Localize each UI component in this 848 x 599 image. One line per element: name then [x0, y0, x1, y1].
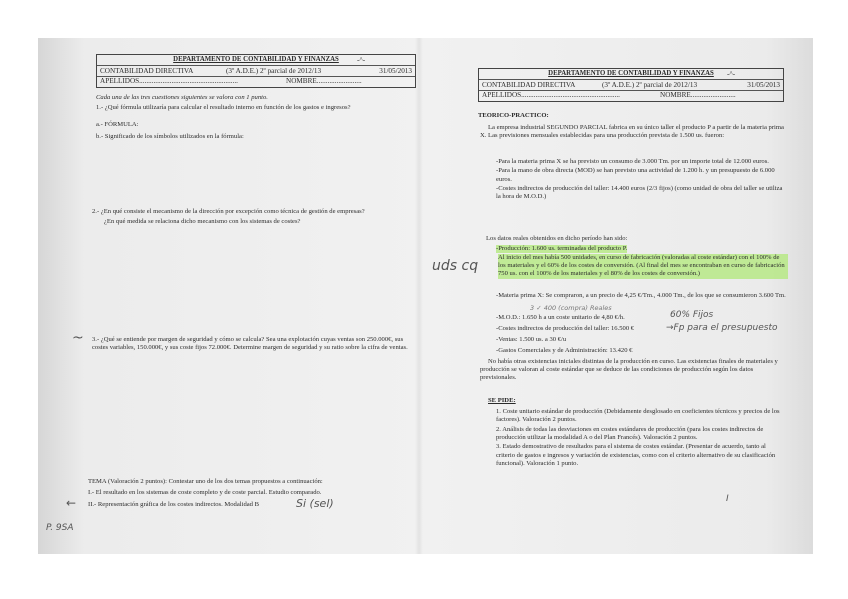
- pide-1: 1. Coste unitario estándar de producción (Debidamente desglosado en coeficientes técnicos y precios de los factores). Valoración 2 puntos.: [496, 408, 780, 424]
- right-course-row: [482, 81, 780, 90]
- q1-text: 1.- ¿Qué fórmula utilizaría para calcular el resultado interno en función de los gastos e ingresos?: [96, 104, 351, 111]
- left-apellidos: APELLIDOS.......................................................: [100, 77, 238, 85]
- real-materia-prima: -Materia prima X: Se compraron, a un precio de 4,25 €/Tm., 4.000 Tm., de los que se consumieron 3.600 Tm.: [496, 292, 786, 299]
- prev-mod: -Para la mano de obra directa (MOD) se han previsto una actividad de 1.200 h. y un presupuesto de 6.000 euros.: [496, 167, 775, 183]
- se-pide-title: SE PIDE:: [488, 397, 516, 404]
- pide-2: 2. Análisis de todas las desviaciones en costes estándares de producción (para los costes indirectos de producción utilizar la modalidad A o del Plan Francés). Valoración 2 puntos.: [496, 425, 764, 441]
- prev-costes-indirectos: -Costes indirectos de producción del taller: 14.400 euros (2/3 fijos) (como unidad de obra del taller se utiliza la hora de M.O.D.): [496, 185, 783, 201]
- teorico-title: TEORICO-PRACTICO:: [478, 112, 549, 119]
- se-pide-list: [496, 408, 786, 469]
- handwritten-fp-presupuesto: →Fp para el presupuesto: [666, 323, 778, 333]
- left-mark: -^-: [357, 56, 366, 64]
- tema-title: TEMA (Valoración 2 puntos): Contestar uno de los dos temas propuestos a continuación:: [88, 478, 323, 485]
- datos-produccion: -Producción: 1.600 us. terminadas del producto P.: [496, 245, 628, 252]
- previsiones-list: [496, 158, 786, 203]
- q3-handwritten-mark: ~: [72, 330, 84, 346]
- tema-handwritten-note: Si (sel): [296, 497, 334, 510]
- datos-title: Los datos reales obtenidos en dicho período han sido:: [486, 235, 628, 242]
- left-course-row: [100, 67, 412, 76]
- real-costes-indirectos: -Costes indirectos de producción del taller: 16.500 €: [496, 325, 635, 332]
- scanned-exam-sheet: [38, 38, 813, 554]
- q3-text: 3.- ¿Qué se entiende por margen de seguridad y cómo se calcula? Sea una explotación cuyas ventas son 250.000€, sus costes variables, 150.000€, y sus coste fijos 72.000€. Determine margen de seguridad y su ratio sobre la cifra de ventas.: [92, 336, 408, 352]
- prev-materia-prima: -Para la materia prima X se ha previsto un consumo de 3.000 Tm. por un importe total de 12.000 euros.: [496, 158, 769, 165]
- left-intro: Cada una de las tres cuestiones siguientes se valora con 1 punto.: [96, 94, 268, 101]
- datos-en-curso-highlight: Al inicio del mes había 500 unidades, en curso de fabricación (valoradas al coste estándar) con el 100% de los materiales y el 60% de los costes de conversión. (Al final del mes se encontraban en curso de fabricación 750 us. con el 100% de los materiales y el 80% de los costes de conversión.): [498, 254, 788, 279]
- real-gastos-comerciales: -Gastos Comerciales y de Administración: 13.420 €: [496, 347, 633, 354]
- handwritten-60-fijos: 60% Fijos: [670, 310, 714, 320]
- handwritten-mp-note: 3 ✓ 400 (compra) Reales: [530, 304, 612, 312]
- existencias-note: No había otras existencias iniciales distintas de la producción en curso. Las existencias finales de materiales y producción se valoran al coste estándar que se deduce de las condiciones de producción según los datos previsionales.: [480, 358, 778, 382]
- q1-symbols: b.- Significado de los símbolos utilizados en la fórmula:: [96, 133, 244, 140]
- handwritten-uds-cq: uds cq: [432, 258, 479, 274]
- real-ventas: -Ventas: 1.500 us. a 30 €/u: [496, 336, 567, 343]
- left-nombre: NOMBRE.........................: [286, 77, 362, 85]
- real-mod: -M.O.D.: 1.650 h a un coste unitario de 4,80 €/h.: [496, 314, 625, 321]
- page-fold-shadow: [415, 38, 423, 554]
- right-mark: -^-: [727, 70, 736, 78]
- right-date: 31/05/2013: [747, 81, 780, 89]
- handwritten-tick: I: [726, 494, 729, 504]
- pide-3: 3. Estado demostrativo de resultados para el sistema de costes estándar. (Presentar de acuerdo, tanto al criterio de gastos e ingresos y variación de existencias, como con el criterio alternativo de su clasificación funcional). Valoración 1 punto.: [496, 443, 776, 467]
- right-name-row: [482, 91, 780, 100]
- tema-option-1: I.- El resultado en los sistemas de coste completo y de coste parcial. Estudio comparado.: [88, 489, 322, 496]
- tema-handwritten-arrow: ←: [66, 496, 77, 510]
- right-nombre: NOMBRE.........................: [660, 91, 736, 99]
- page-handwritten-number: P. 9SA: [46, 523, 74, 533]
- tema-option-2: II.- Representación gráfica de los costes indirectos. Modalidad B: [88, 501, 260, 508]
- right-department: DEPARTAMENTO DE CONTABILIDAD Y FINANZAS: [548, 70, 714, 77]
- q1-formula: a.- FÓRMULA:: [96, 121, 139, 128]
- left-exam: (3º A.D.E.) 2º parcial de 2012/13: [226, 67, 322, 75]
- left-department: DEPARTAMENTO DE CONTABILIDAD Y FINANZAS: [173, 56, 339, 63]
- left-date: 31/05/2013: [379, 67, 412, 75]
- right-header-box: [478, 68, 784, 102]
- left-course: CONTABILIDAD DIRECTIVA: [100, 67, 194, 75]
- left-name-row: [100, 77, 412, 86]
- q2-line1: 2.- ¿En qué consiste el mecanismo de la dirección por excepción como técnica de gestión de empresas?: [92, 208, 365, 215]
- left-header-box: [96, 54, 416, 88]
- q2-line2: ¿En qué medida se relaciona dicho mecanismo con los sistemas de costes?: [104, 218, 301, 225]
- datos-reales-list: [496, 292, 786, 301]
- teorico-intro: La empresa industrial SEGUNDO PARCIAL fabrica en su único taller el producto P a partir de la materia prima X. Las previsiones mensuales establecidas para una producción prevista de 1.500 us. fueron:: [480, 124, 784, 140]
- right-course: CONTABILIDAD DIRECTIVA: [482, 81, 576, 89]
- right-apellidos: APELLIDOS.......................................................: [482, 91, 620, 99]
- right-exam: (3º A.D.E.) 2º parcial de 2012/13: [602, 81, 698, 89]
